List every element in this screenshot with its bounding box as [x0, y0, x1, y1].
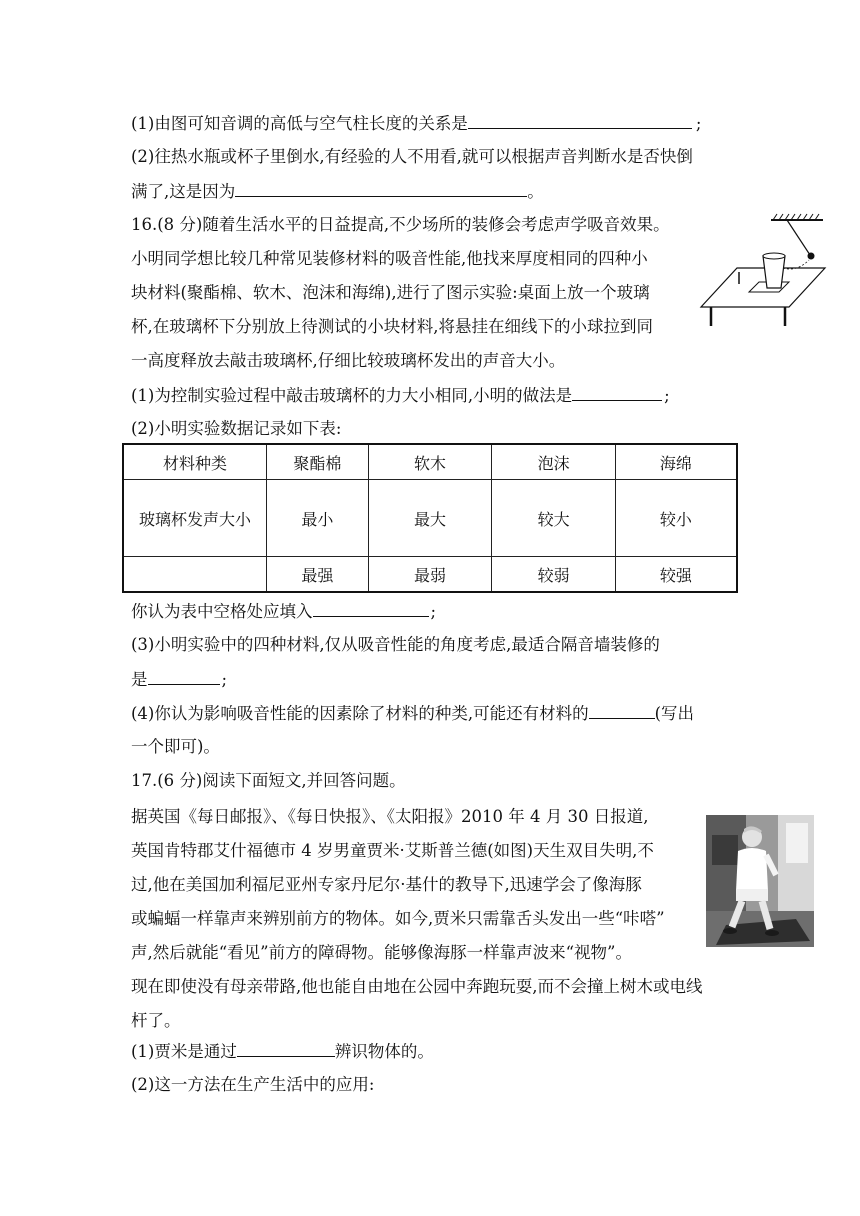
answer-blank[interactable]	[235, 179, 527, 197]
answer-blank[interactable]	[148, 667, 220, 685]
answer-blank[interactable]	[572, 383, 662, 401]
q17-paragraph-line: 声,然后就能“看见”前方的障碍物。能够像海豚一样靠声波来“视物”。	[131, 943, 632, 962]
q16-after-table: 你认为表中空格处应填入 ;	[131, 599, 436, 624]
table-cell: 玻璃杯发声大小	[123, 480, 267, 557]
table-cell: 最弱	[368, 557, 492, 593]
q17-title: 17.(6 分)阅读下面短文,并回答问题。	[131, 771, 406, 790]
answer-blank[interactable]	[313, 599, 429, 617]
answer-blank[interactable]	[237, 1039, 335, 1057]
table-header-row	[123, 444, 737, 480]
table-cell: 较小	[615, 480, 737, 557]
experiment-figure	[697, 212, 827, 330]
q17-paragraph-line: 据英国《每日邮报》、《每日快报》、《太阳报》2010 年 4 月 30 日报道,	[131, 807, 649, 826]
table-row	[123, 557, 737, 593]
table-cell: 较弱	[492, 557, 616, 593]
table-header-cell: 聚酯棉	[267, 444, 369, 480]
q15-part2-line2: 满了,这是因为 。	[131, 179, 544, 204]
table-cell: 较大	[492, 480, 616, 557]
answer-blank[interactable]	[589, 701, 655, 719]
table-blank-cell[interactable]	[123, 557, 267, 593]
q16-part4-line2: 一个即可)。	[131, 737, 220, 756]
table-header-cell: 材料种类	[123, 444, 267, 480]
table-cell: 最大	[368, 480, 492, 557]
table-header-cell: 海绵	[615, 444, 737, 480]
data-table	[122, 443, 738, 593]
q16-part2: (2)小明实验数据记录如下表:	[131, 419, 342, 438]
q17-paragraph-line: 或蝙蝠一样靠声来辨别前方的物体。如今,贾米只需靠舌头发出一些“咔嗒”	[131, 909, 665, 928]
answer-blank[interactable]	[468, 111, 692, 129]
q16-part3-line1: (3)小明实验中的四种材料,仅从吸音性能的角度考虑,最适合隔音墙装修的	[131, 635, 660, 654]
table-cell: 最强	[267, 557, 369, 593]
q16-intro-line: 块材料(聚酯棉、软木、泡沫和海绵),进行了图示实验:桌面上放一个玻璃	[131, 283, 650, 302]
table-cell: 较强	[615, 557, 737, 593]
q16-intro-line: 杯,在玻璃杯下分别放上待测试的小块材料,将悬挂在细线下的小球拉到同	[131, 317, 653, 336]
table-header-cell: 泡沫	[492, 444, 616, 480]
q16-intro-line: 16.(8 分)随着生活水平的日益提高,不少场所的装修会考虑声学吸音效果。	[131, 215, 670, 234]
q17-paragraph-line: 过,他在美国加利福尼亚州专家丹尼尔·基什的教导下,迅速学会了像海豚	[131, 875, 642, 894]
table-cell: 最小	[267, 480, 369, 557]
q16-part1: (1)为控制实验过程中敲击玻璃杯的力大小相同,小明的做法是 ;	[131, 383, 670, 408]
table-header-cell: 软木	[368, 444, 492, 480]
boy-photo	[706, 815, 814, 947]
q15-part2-line1: (2)往热水瓶或杯子里倒水,有经验的人不用看,就可以根据声音判断水是否快倒	[131, 147, 693, 166]
q17-paragraph-line: 杆了。	[131, 1011, 181, 1030]
q17-part2: (2)这一方法在生产生活中的应用:	[131, 1075, 375, 1094]
q15-part1: (1)由图可知音调的高低与空气柱长度的关系是 ;	[131, 111, 701, 136]
q17-part1: (1)贾米是通过 辨识物体的。	[131, 1039, 434, 1064]
table-row	[123, 480, 737, 557]
q16-intro-line: 一高度释放去敲击玻璃杯,仔细比较玻璃杯发出的声音大小。	[131, 351, 566, 370]
q16-intro-line: 小明同学想比较几种常见装修材料的吸音性能,他找来厚度相同的四种小	[131, 249, 648, 268]
q17-paragraph-line: 现在即使没有母亲带路,他也能自由地在公园中奔跑玩耍,而不会撞上树木或电线	[131, 977, 703, 996]
q16-part3-line2: 是 ;	[131, 667, 227, 692]
q16-part4-line1: (4)你认为影响吸音性能的因素除了材料的种类,可能还有材料的 (写出	[131, 701, 694, 726]
q17-paragraph-line: 英国肯特郡艾什福德市 4 岁男童贾米·艾斯普兰德(如图)天生双目失明,不	[131, 841, 654, 860]
